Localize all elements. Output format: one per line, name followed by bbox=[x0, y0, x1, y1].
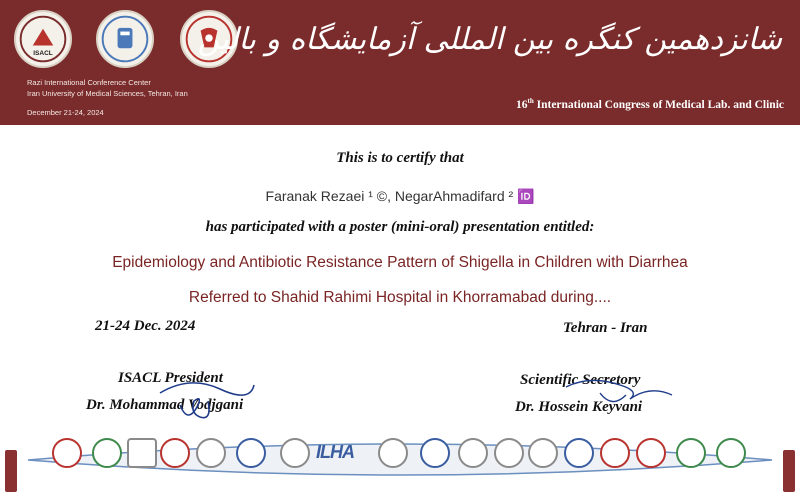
footer-logo-6 bbox=[236, 438, 266, 468]
header-band bbox=[0, 0, 800, 125]
congress-title-text: International Congress of Medical Lab. and Clinic bbox=[533, 98, 784, 111]
svg-text:ISACL: ISACL bbox=[33, 49, 53, 57]
persian-title: شانزدهمین کنگره بین المللی آزمایشگاه و بالین bbox=[197, 22, 782, 57]
footer-logo-5 bbox=[196, 438, 226, 468]
venue-line-1: Razi International Conference Center bbox=[27, 78, 151, 87]
left-signatory-role: ISACL President bbox=[118, 370, 223, 386]
left-signatory-name: Dr. Mohammad Vodjgani bbox=[86, 397, 244, 413]
certificate-date: 21-24 Dec. 2024 bbox=[95, 318, 196, 334]
footer-logo-1 bbox=[52, 438, 82, 468]
university-logo bbox=[96, 10, 154, 68]
congress-title bbox=[516, 97, 784, 111]
footer-logo-9 bbox=[378, 438, 408, 468]
footer-logo-12 bbox=[494, 438, 524, 468]
venue-line-2: Iran University of Medical Sciences, Tehran, Iran bbox=[27, 89, 188, 98]
right-signatory-role: Scientific Secretory bbox=[520, 372, 641, 388]
participation-text: has participated with a poster (mini-oral) presentation entitled: bbox=[205, 219, 595, 235]
footer-logo-10 bbox=[420, 438, 450, 468]
author-list: Faranak Rezaei ¹ ©, NegarAhmadifard ² 🆔 bbox=[265, 188, 535, 204]
footer-logo-7 bbox=[280, 438, 310, 468]
left-footer-tab bbox=[5, 450, 17, 492]
footer-logo-15 bbox=[600, 438, 630, 468]
footer-logo-4 bbox=[160, 438, 190, 468]
right-footer-tab bbox=[783, 450, 795, 492]
footer-logo-13 bbox=[528, 438, 558, 468]
congress-ordinal-suffix: th bbox=[527, 97, 534, 105]
ilha-logo: ILHA bbox=[316, 442, 354, 462]
certify-text: This is to certify that bbox=[336, 150, 464, 166]
footer-logo-16 bbox=[636, 438, 666, 468]
footer-logo-2 bbox=[92, 438, 122, 468]
congress-dates: December 21-24, 2024 bbox=[27, 108, 104, 117]
right-signature bbox=[560, 365, 680, 425]
right-signatory-name: Dr. Hossein Keyvani bbox=[515, 399, 643, 415]
isacl-logo bbox=[14, 10, 72, 68]
footer-logo-11 bbox=[458, 438, 488, 468]
presentation-title-line-1: Epidemiology and Antibiotic Resistance Pattern of Shigella in Children with Diarrhea bbox=[112, 254, 688, 271]
footer-logo-18 bbox=[716, 438, 746, 468]
left-signature bbox=[150, 365, 260, 435]
certificate-location: Tehran - Iran bbox=[563, 320, 648, 336]
presentation-title-line-2: Referred to Shahid Rahimi Hospital in Khorramabad during.... bbox=[188, 289, 612, 306]
footer-logo-17 bbox=[676, 438, 706, 468]
footer-logo-14 bbox=[564, 438, 594, 468]
congress-ordinal: 16 bbox=[516, 98, 528, 111]
footer-logo-3 bbox=[127, 438, 157, 468]
